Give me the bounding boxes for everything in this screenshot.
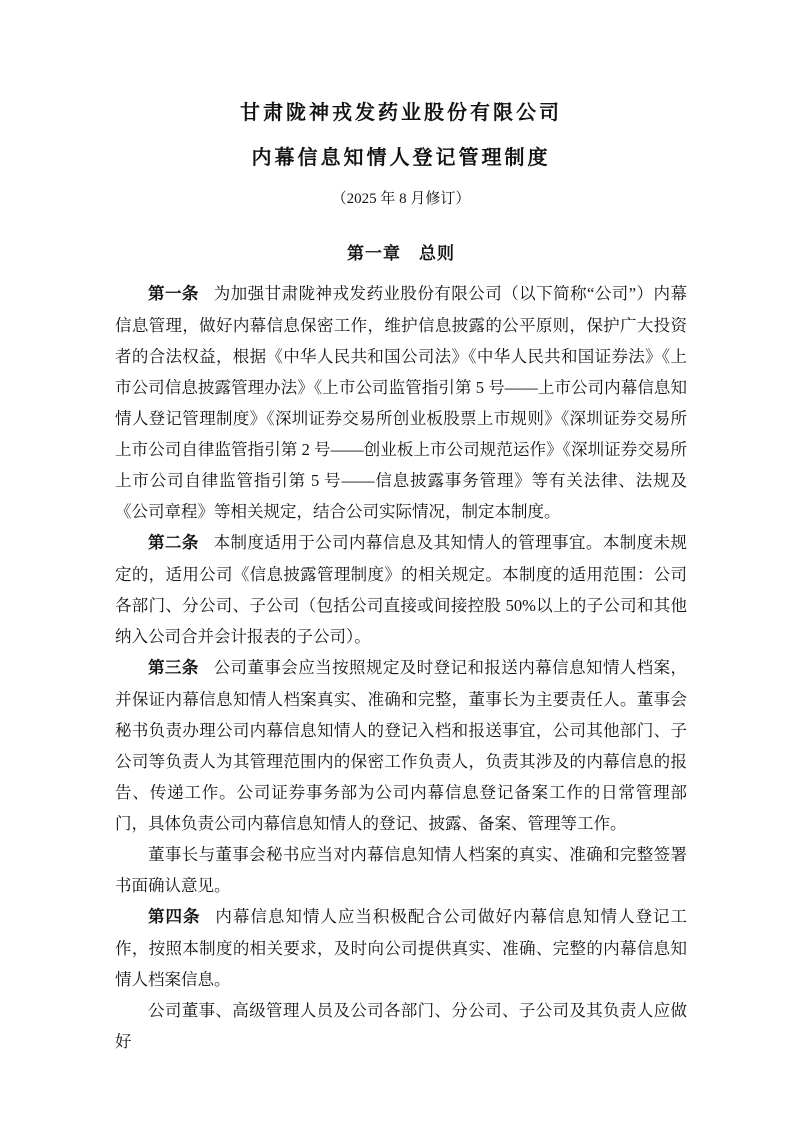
document-content <box>115 0 687 1057</box>
clause-text-6: 公司董事、高级管理人员及公司各部门、分公司、子公司及其负责人应做好 <box>115 1001 687 1051</box>
company-name-title: 甘肃陇神戎发药业股份有限公司 <box>240 102 562 124</box>
clause-text-3: 公司董事会应当按照规定及时登记和报送内幕信息知情人档案，并保证内幕信息知情人档案真实、准确和完整，董事长为主要责任人。董事会秘书负责办理公司内幕信息知情人的登记入档和报送事宜，公司其他部门、子公司等负责人为其管理范围内的保密工作负责人，负责其涉及的内幕信息的报告、传递工作。公司证券事务部为公司内幕信息登记备案工作的日常管理部门，具体负责公司内幕信息知情人的登记、披露、备案、管理等工作。 <box>115 658 687 833</box>
clause-paragraph-3 <box>115 652 687 839</box>
clause-lead-4: 第四条 <box>148 908 201 926</box>
chapter-heading: 第一章 总则 <box>347 244 455 263</box>
clause-paragraph-2 <box>115 527 687 652</box>
continuation-paragraph-2 <box>115 995 687 1057</box>
revision-note: （2025 年 8 月修订） <box>331 191 471 207</box>
body-text <box>115 278 687 1057</box>
clause-text-5: 内幕信息知情人应当积极配合公司做好内幕信息知情人登记工作，按照本制度的相关要求，及时向公司提供真实、准确、完整的内幕信息知情人档案信息。 <box>115 907 688 989</box>
document-title: 内幕信息知情人登记管理制度 <box>251 147 551 169</box>
clause-paragraph-4 <box>115 901 687 995</box>
clause-text-1: 为加强甘肃陇神戎发药业股份有限公司（以下简称“公司”）内幕信息管理，做好内幕信息保密工作，维护信息披露的公平原则，保护广大投资者的合法权益，根据《中华人民共和国公司法》《中华人民共和国证券法》《上市公司信息披露管理办法》《上市公司监管指引第 5 号——上市公司内幕信息知情人登记管理制度》《深圳证券交易所创业板股票上市规则》《深圳证券交易所上市公司自律监管指引第 2 号——创业板上市公司规范运作》《深圳证券交易所上市公司自律监管指引第 5 号——信息披露事务管理》等有关法律、法规及《公司章程》等相关规定，结合公司实际情况，制定本制度。 <box>115 284 687 521</box>
clause-text-4: 董事长与董事会秘书应当对内幕信息知情人档案的真实、准确和完整签署书面确认意见。 <box>115 845 687 895</box>
continuation-paragraph-1 <box>115 839 687 901</box>
clause-paragraph-1 <box>115 278 687 527</box>
clause-lead-1: 第一条 <box>148 285 199 303</box>
clause-lead-2: 第二条 <box>148 534 199 552</box>
clause-lead-3: 第三条 <box>148 659 199 677</box>
clause-text-2: 本制度适用于公司内幕信息及其知情人的管理事宜。本制度未规定的，适用公司《信息披露管理制度》的相关规定。本制度的适用范围：公司各部门、分公司、子公司（包括公司直接或间接控股 50%以上的子公司和其他纳入公司合并会计报表的子公司）。 <box>115 533 687 646</box>
